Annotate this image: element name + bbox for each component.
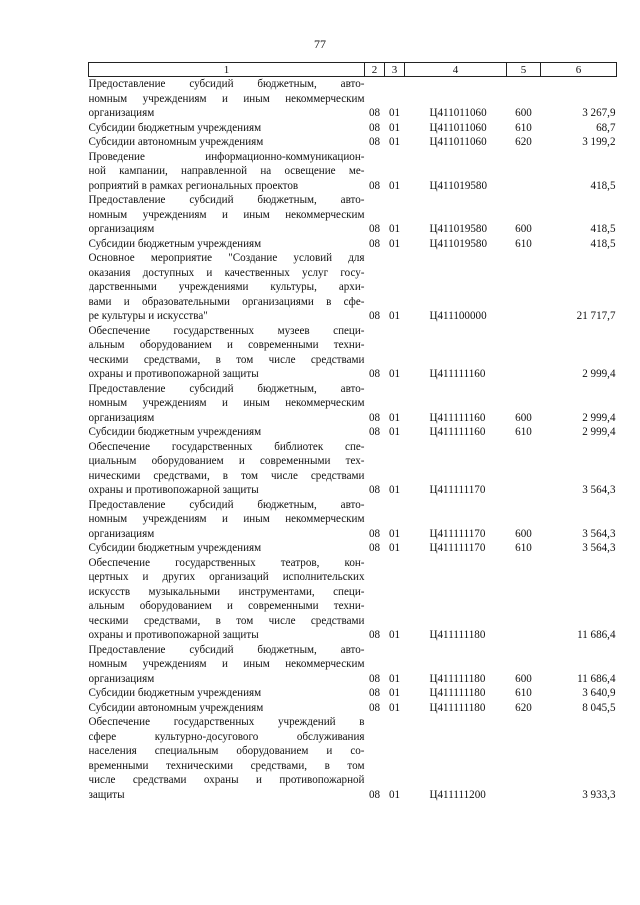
subsection-code: 01 <box>388 701 401 714</box>
subsection-code: 01 <box>388 310 401 322</box>
table-header-row <box>89 63 617 77</box>
amount: 3 564,3 <box>582 527 616 540</box>
subsection-code: 01 <box>388 542 401 554</box>
amount: 418,5 <box>590 237 616 250</box>
row-description <box>89 556 365 643</box>
expense-type-code: 620 <box>515 701 532 714</box>
table-row <box>89 121 617 136</box>
expense-type-code: 600 <box>515 527 532 540</box>
row-description <box>89 324 365 382</box>
description-line: Субсидии бюджетным учреждениям <box>88 542 262 554</box>
description-line: сфере культурно-досугового обслуживания <box>88 730 365 743</box>
row-description <box>89 701 365 716</box>
section-code: 08 <box>368 411 381 424</box>
description-line: роприятий в рамках региональных проектов <box>88 179 299 192</box>
section-code: 08 <box>368 629 381 641</box>
description-line: Предоставление субсидий бюджетным, авто- <box>88 382 365 395</box>
subsection-code: 01 <box>388 223 401 235</box>
row-description <box>89 541 365 556</box>
expense-type-code: 610 <box>515 542 532 554</box>
description-line: номным учреждениям и иным некоммерческим <box>88 92 365 105</box>
description-line: Предоставление субсидий бюджетным, авто- <box>88 194 365 206</box>
target-article-code: Ц411019580 <box>429 237 488 250</box>
subsection-code: 01 <box>388 136 401 148</box>
description-line: ческими средствами, в том числе средствами <box>88 614 365 627</box>
amount: 3 933,3 <box>582 788 616 801</box>
description-line: населения специальным оборудованием и со- <box>88 745 365 757</box>
section-code: 08 <box>368 237 381 250</box>
target-article-code: Ц411111170 <box>429 542 486 554</box>
target-article-code: Ц411019580 <box>429 223 488 235</box>
table-row <box>89 440 617 498</box>
target-article-code: Ц411111200 <box>429 788 486 801</box>
description-line: альным оборудованием и современными техни- <box>88 339 365 351</box>
target-article-code: Ц411111160 <box>429 426 486 438</box>
description-line: охраны и противопожарной защиты <box>88 629 259 641</box>
description-line: номным учреждениям и иным некоммерческим <box>88 208 365 221</box>
description-line: охраны и противопожарной защиты <box>88 484 259 496</box>
row-description <box>89 382 365 426</box>
description-line: защиты <box>88 788 125 801</box>
subsection-code: 01 <box>388 788 401 801</box>
amount: 68,7 <box>596 121 616 134</box>
row-description <box>89 237 365 252</box>
target-article-code: Ц411111160 <box>429 411 486 424</box>
target-article-code: Ц411111170 <box>429 527 486 540</box>
expense-type-code: 610 <box>515 121 532 134</box>
description-line: Обеспечение государственных библиотек спе- <box>88 440 365 453</box>
expense-type-code: 600 <box>515 411 532 424</box>
expense-type-code: 610 <box>515 237 532 250</box>
row-description <box>89 77 365 121</box>
subsection-code: 01 <box>388 484 401 496</box>
target-article-code: Ц411011060 <box>429 121 487 134</box>
table-row <box>89 643 617 687</box>
subsection-code: 01 <box>388 527 401 540</box>
row-description <box>89 715 365 802</box>
row-description <box>89 686 365 701</box>
amount: 2 999,4 <box>582 426 616 438</box>
subsection-code: 01 <box>388 237 401 250</box>
amount: 11 686,4 <box>577 672 616 685</box>
section-code: 08 <box>368 310 381 322</box>
row-description <box>89 425 365 440</box>
table-row <box>89 541 617 556</box>
subsection-code: 01 <box>388 672 401 685</box>
target-article-code: Ц411100000 <box>429 310 487 322</box>
section-code: 08 <box>368 542 381 554</box>
section-code: 08 <box>368 484 381 496</box>
column-header: 1 <box>89 63 365 77</box>
column-header: 2 <box>365 63 385 77</box>
amount: 3 564,3 <box>582 484 616 496</box>
expense-type-code: 600 <box>515 107 532 119</box>
description-line: Предоставление субсидий бюджетным, авто- <box>88 643 365 656</box>
section-code: 08 <box>368 121 381 134</box>
target-article-code: Ц411111160 <box>429 368 486 380</box>
section-code: 08 <box>368 672 381 685</box>
description-line: номным учреждениям и иным некоммерческим <box>88 658 365 670</box>
section-code: 08 <box>368 788 381 801</box>
expense-type-code <box>507 150 541 194</box>
description-line: номным учреждениям и иным некоммерческим <box>88 397 365 409</box>
description-line: номным учреждениям и иным некоммерческим <box>88 513 365 525</box>
column-header: 6 <box>541 63 617 77</box>
section-code: 08 <box>368 136 381 148</box>
row-description <box>89 135 365 150</box>
description-line: Субсидии бюджетным учреждениям <box>88 121 262 134</box>
description-line: Субсидии бюджетным учреждениям <box>88 426 262 438</box>
target-article-code: Ц411111180 <box>429 701 486 714</box>
description-line: ной кампании, направленной на освещение ме- <box>88 165 365 177</box>
description-line: организациям <box>88 107 155 119</box>
expense-type-code: 600 <box>515 223 532 235</box>
subsection-code: 01 <box>388 121 401 134</box>
description-line: охраны и противопожарной защиты <box>88 368 259 380</box>
expense-type-code: 620 <box>515 136 532 148</box>
description-line: числе средствами охраны и противопожарной <box>88 774 365 786</box>
section-code: 08 <box>368 179 381 192</box>
description-line: альным оборудованием и современными техни- <box>88 600 365 612</box>
table-row <box>89 251 617 324</box>
subsection-code: 01 <box>388 107 401 119</box>
amount: 418,5 <box>590 179 616 192</box>
row-description <box>89 498 365 542</box>
description-line: организациям <box>88 672 155 685</box>
section-code: 08 <box>368 223 381 235</box>
description-line: Обеспечение государственных музеев специ- <box>88 324 365 337</box>
target-article-code: Ц411011060 <box>429 107 487 119</box>
column-header: 5 <box>507 63 541 77</box>
subsection-code: 01 <box>388 411 401 424</box>
subsection-code: 01 <box>388 368 401 380</box>
description-line: временными техническими средствами, в том <box>88 759 365 772</box>
description-line: ческими средствами, в том числе средствами <box>88 353 365 366</box>
amount: 3 199,2 <box>582 136 616 148</box>
table-row <box>89 425 617 440</box>
description-line: цертных и других организаций исполнительских <box>88 571 365 583</box>
subsection-code: 01 <box>388 426 401 438</box>
description-line: дарственными учреждениями культуры, архи- <box>88 281 365 293</box>
amount: 2 999,4 <box>582 368 616 380</box>
expense-type-code: 600 <box>515 672 532 685</box>
row-description <box>89 440 365 498</box>
target-article-code: Ц411011060 <box>429 136 487 148</box>
target-article-code: Ц411111180 <box>429 687 486 699</box>
row-description <box>89 121 365 136</box>
table-row <box>89 77 617 121</box>
table-row <box>89 382 617 426</box>
description-line: ническими средствами, в том числе средствами <box>88 469 365 482</box>
description-line: Обеспечение государственных учреждений в <box>88 716 365 728</box>
description-line: Обеспечение государственных театров, кон- <box>88 556 365 569</box>
description-line: Основное мероприятие "Создание условий для <box>88 252 365 264</box>
budget-table <box>88 62 617 802</box>
target-article-code: Ц411019580 <box>429 179 488 192</box>
section-code: 08 <box>368 107 381 119</box>
description-line: Субсидии бюджетным учреждениям <box>88 237 262 250</box>
section-code: 08 <box>368 687 381 699</box>
description-line: Предоставление субсидий бюджетным, авто- <box>88 498 365 511</box>
subsection-code: 01 <box>388 629 401 641</box>
target-article-code: Ц411111170 <box>429 484 486 496</box>
description-line: искусств музыкальными инструментами, специ- <box>88 585 365 598</box>
amount: 418,5 <box>590 223 616 235</box>
table-row <box>89 715 617 802</box>
description-line: Предоставление субсидий бюджетным, авто- <box>88 78 365 90</box>
subsection-code: 01 <box>388 687 401 699</box>
target-article-code: Ц411111180 <box>429 672 486 685</box>
amount: 8 045,5 <box>582 701 616 714</box>
table-body <box>89 77 617 803</box>
section-code: 08 <box>368 701 381 714</box>
column-header: 4 <box>405 63 507 77</box>
description-line: организациям <box>88 223 155 235</box>
page-number: 77 <box>314 37 326 51</box>
description-line: Субсидии автономным учреждениям <box>88 136 264 148</box>
table-row <box>89 701 617 716</box>
expense-type-code <box>507 556 541 643</box>
table-row <box>89 498 617 542</box>
description-line: вами и образовательными организациями в сфе- <box>88 295 365 308</box>
row-description <box>89 193 365 237</box>
description-line: организациям <box>88 527 155 540</box>
table-row <box>89 150 617 194</box>
expense-type-code <box>507 440 541 498</box>
table-row <box>89 556 617 643</box>
description-line: организациям <box>88 411 155 424</box>
description-line: циальным оборудованием и современными тех- <box>88 455 365 467</box>
section-code: 08 <box>368 426 381 438</box>
description-line: ре культуры и искусства" <box>88 310 208 322</box>
expense-type-code <box>507 324 541 382</box>
expense-type-code <box>507 251 541 324</box>
row-description <box>89 150 365 194</box>
section-code: 08 <box>368 527 381 540</box>
expense-type-code: 610 <box>515 687 532 699</box>
description-line: Субсидии автономным учреждениям <box>88 701 264 714</box>
description-line: Проведение информационно-коммуникацион- <box>88 150 365 163</box>
expense-type-code: 610 <box>515 426 532 438</box>
column-header: 3 <box>385 63 405 77</box>
amount: 3 564,3 <box>582 542 616 554</box>
table-row <box>89 686 617 701</box>
amount: 11 686,4 <box>577 629 616 641</box>
target-article-code: Ц411111180 <box>429 629 486 641</box>
table-row <box>89 135 617 150</box>
description-line: оказания доступных и качественных услуг госу- <box>88 266 365 279</box>
amount: 21 717,7 <box>576 310 616 322</box>
table-row <box>89 237 617 252</box>
row-description <box>89 643 365 687</box>
table-row <box>89 324 617 382</box>
subsection-code: 01 <box>388 179 401 192</box>
row-description <box>89 251 365 324</box>
amount: 3 640,9 <box>582 687 616 699</box>
expense-type-code <box>507 715 541 802</box>
amount: 2 999,4 <box>582 411 616 424</box>
table-row <box>89 193 617 237</box>
amount: 3 267,9 <box>582 107 616 119</box>
description-line: Субсидии бюджетным учреждениям <box>88 687 262 699</box>
section-code: 08 <box>368 368 381 380</box>
